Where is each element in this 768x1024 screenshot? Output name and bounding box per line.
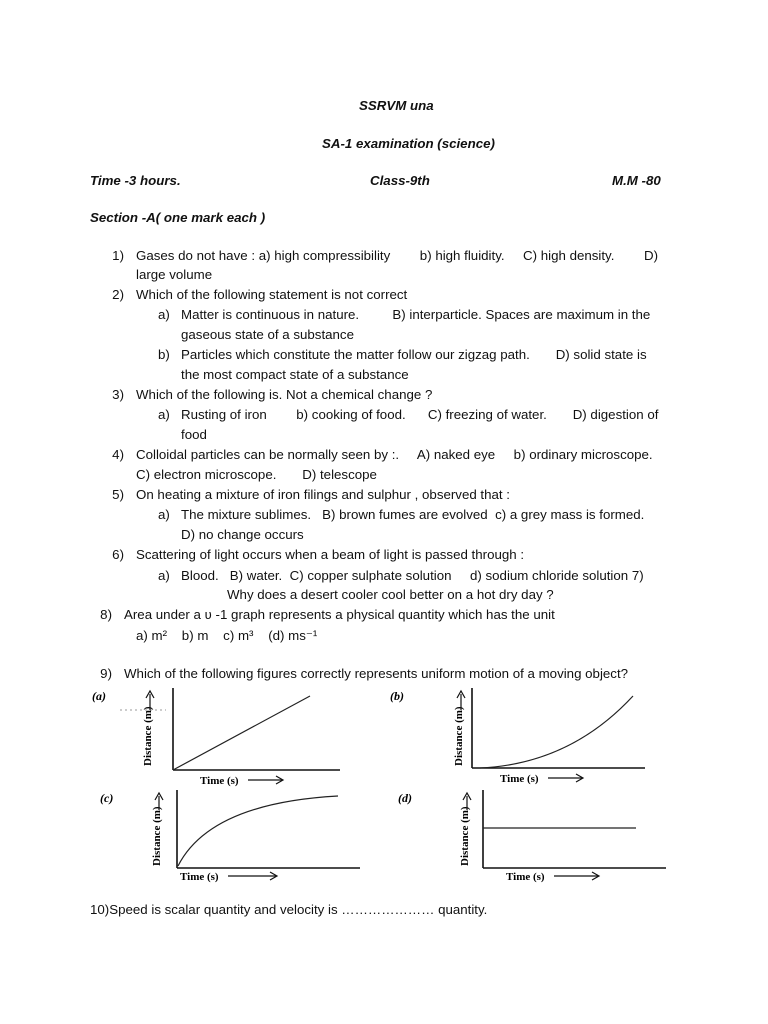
option-text: Particles which constitute the matter follow our zigzag path. D) solid state is — [181, 347, 647, 362]
question-text: Which of the following statement is not correct — [136, 287, 408, 302]
graph-label: (d) — [398, 791, 412, 805]
option-label: a) — [158, 407, 170, 422]
exam-class: Class-9th — [370, 173, 430, 188]
option-text: gaseous state of a substance — [181, 327, 354, 342]
x-axis-label: Time (s) — [180, 871, 219, 883]
option-text: a) m² b) m c) m³ (d) ms⁻¹ — [136, 628, 318, 643]
y-axis-label: Distance (m) — [151, 806, 163, 866]
question-text: Scattering of light occurs when a beam of light is passed through : — [136, 547, 525, 562]
option-text: Rusting of iron b) cooking of food. C) freezing of water. D) digestion of — [181, 407, 659, 422]
graph-a — [90, 688, 380, 788]
section-heading: Section -A( one mark each ) — [90, 210, 266, 225]
option-text: the most compact state of a substance — [181, 367, 409, 382]
question-text: Which of the following figures correctly represents uniform motion of a moving object? — [124, 666, 629, 681]
question-number: 9) — [100, 666, 112, 681]
graph-c — [100, 788, 380, 884]
question-number: 3) — [112, 387, 124, 402]
question-text: large volume — [136, 267, 213, 282]
question-text: On heating a mixture of iron filings and sulphur , observed that : — [136, 487, 511, 502]
question-text: Area under a ʋ -1 graph represents a physical quantity which has the unit — [124, 607, 555, 622]
option-label: a) — [158, 307, 170, 322]
question-number: 5) — [112, 487, 124, 502]
option-text: Blood. B) water. C) copper sulphate solution d) sodium chloride solution 7) — [181, 568, 644, 583]
question-text: Why does a desert cooler cool better on a hot dry day ? — [227, 587, 554, 602]
question-text: 10)Speed is scalar quantity and velocity is ………………… quantity. — [90, 902, 488, 917]
option-label: a) — [158, 568, 170, 583]
x-axis-label: Time (s) — [506, 871, 545, 883]
graph-label: (b) — [390, 689, 404, 703]
graph-d — [398, 788, 678, 884]
question-number: 2) — [112, 287, 124, 302]
y-axis-label: Distance (m) — [459, 806, 471, 866]
graph-label: (c) — [100, 791, 114, 805]
option-text: Matter is continuous in nature. B) interparticle. Spaces are maximum in the — [181, 307, 651, 322]
max-marks: M.M -80 — [612, 173, 661, 188]
distance-time-curve — [173, 696, 310, 770]
x-axis-label: Time (s) — [500, 773, 539, 785]
exam-time: Time -3 hours. — [90, 173, 181, 188]
question-number: 4) — [112, 447, 124, 462]
school-name: SSRVM una — [359, 98, 434, 113]
question-number: 1) — [112, 248, 124, 263]
y-axis-label: Distance (m) — [142, 706, 154, 766]
option-text: The mixture sublimes. B) brown fumes are evolved c) a grey mass is formed. — [181, 507, 645, 522]
exam-title: SA-1 examination (science) — [322, 136, 495, 151]
graph-b — [390, 688, 670, 788]
x-axis-label: Time (s) — [200, 775, 239, 787]
question-text: Which of the following is. Not a chemical change ? — [136, 387, 433, 402]
question-text: Gases do not have : a) high compressibility b) high fluidity. C) high density. D) — [136, 248, 658, 263]
question-number: 8) — [100, 607, 112, 622]
question-text: Colloidal particles can be normally seen by :. A) naked eye b) ordinary microscope. — [136, 447, 653, 462]
option-label: b) — [158, 347, 170, 362]
question-text: C) electron microscope. D) telescope — [136, 467, 377, 482]
distance-time-curve — [480, 696, 633, 768]
option-text: food — [181, 427, 207, 442]
graph-label: (a) — [92, 689, 106, 703]
y-axis-label: Distance (m) — [453, 706, 465, 766]
option-label: a) — [158, 507, 170, 522]
question-number: 6) — [112, 547, 124, 562]
distance-time-curve — [178, 796, 338, 866]
option-text: D) no change occurs — [181, 527, 304, 542]
